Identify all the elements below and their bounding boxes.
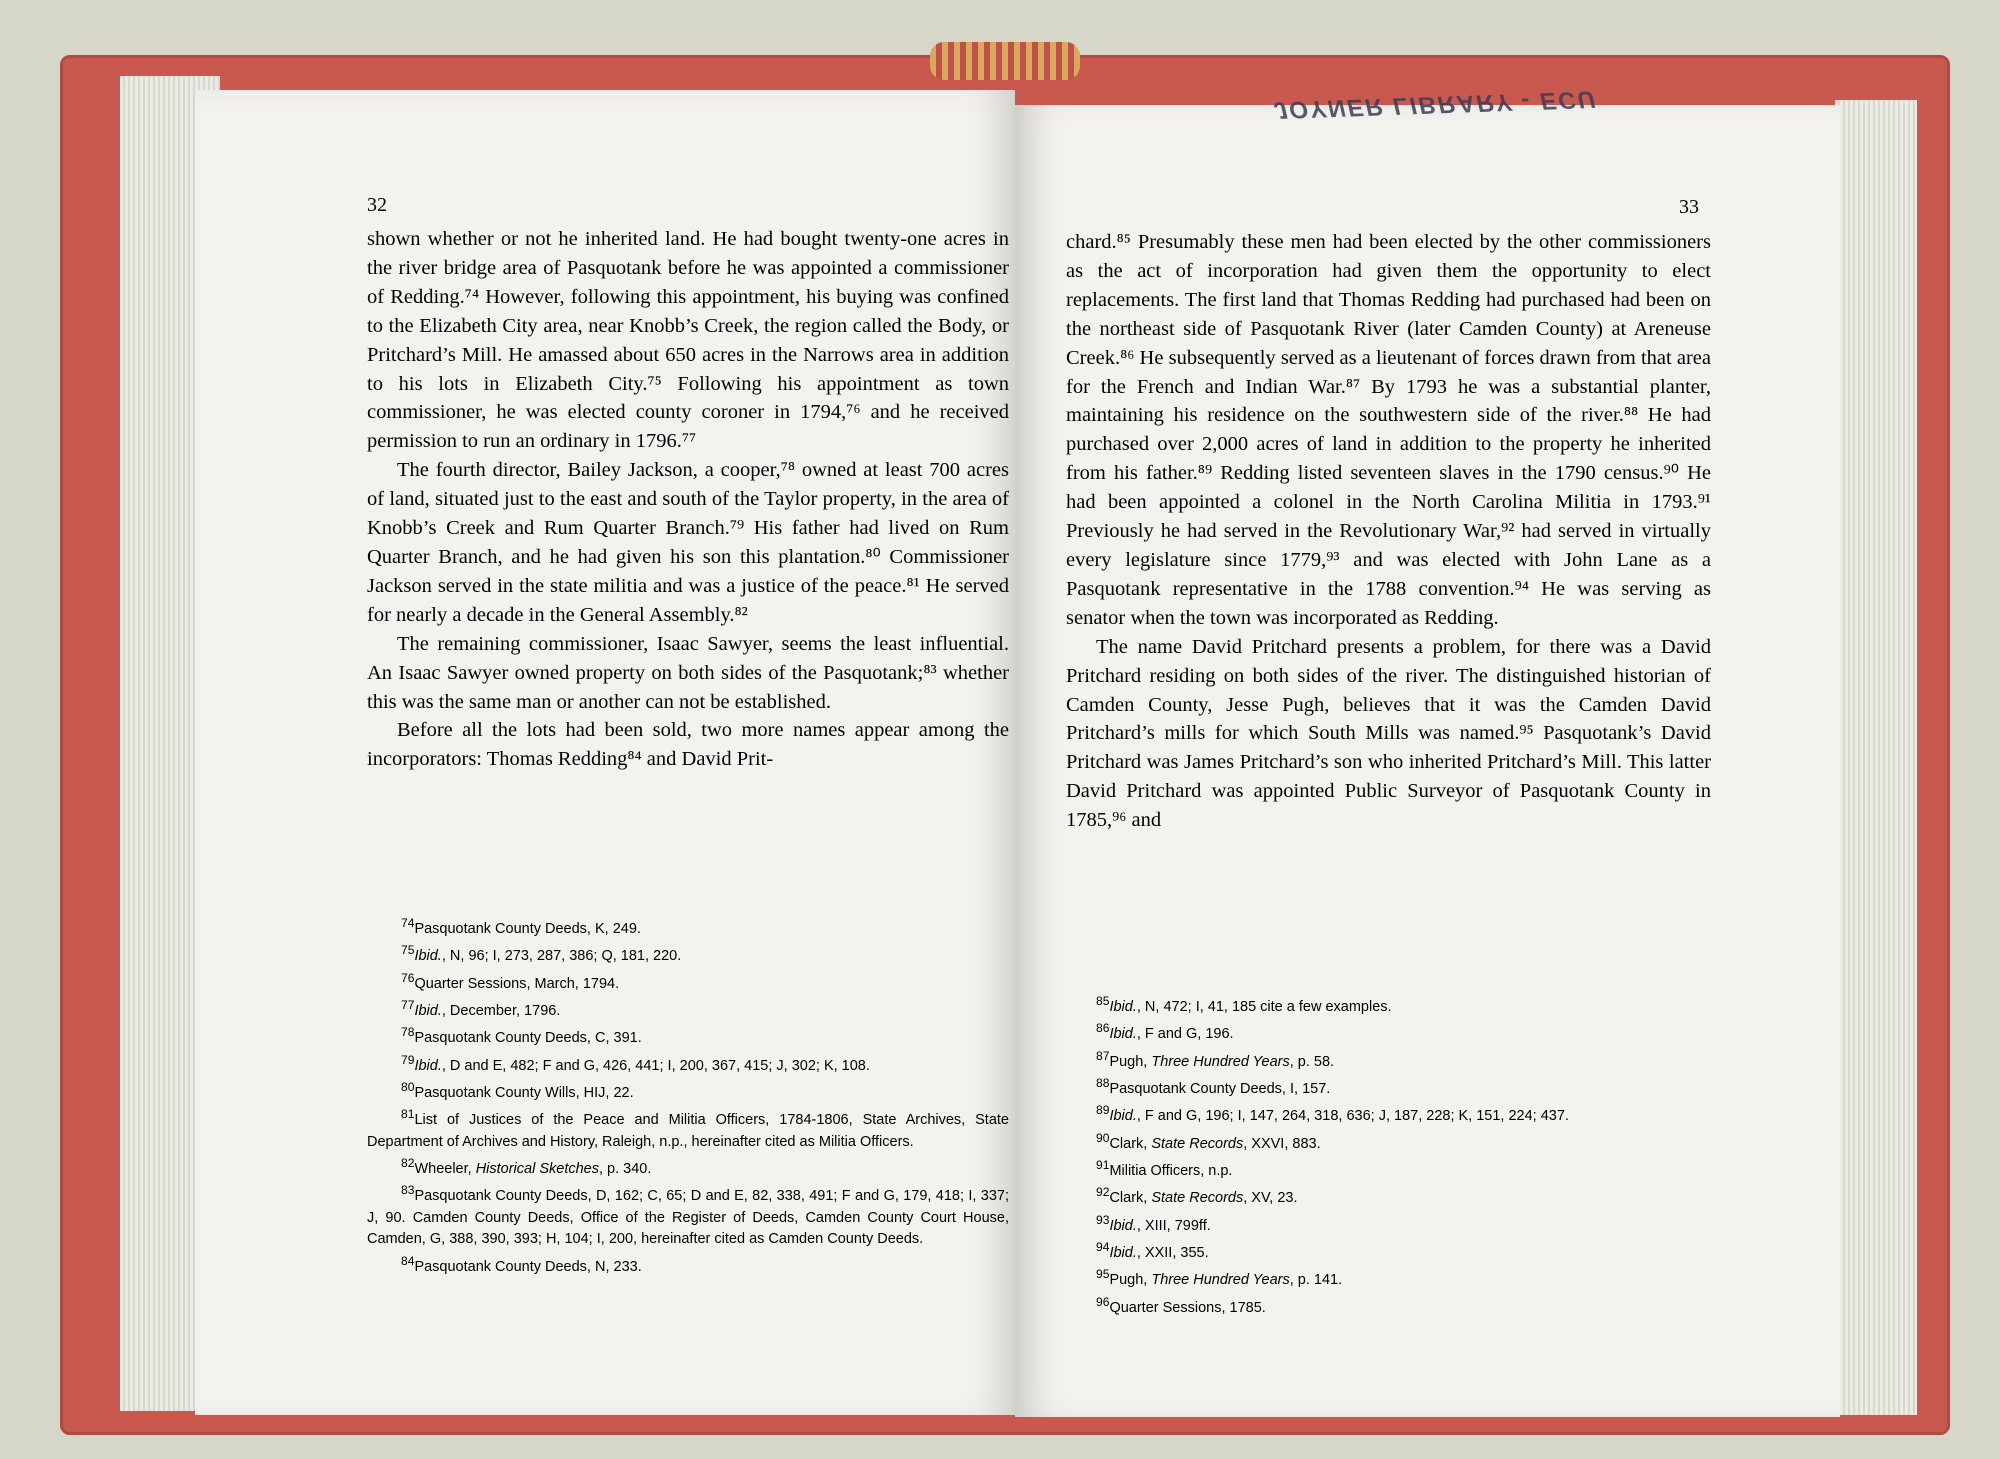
footnote-post: , D and E, 482; F and G, 426, 441; I, 200, 367, 415; J, 302; K, 108. — [441, 1057, 870, 1074]
spine-headband — [930, 42, 1080, 80]
footnote — [1096, 1046, 1716, 1073]
footnote — [1096, 1182, 1716, 1209]
footnote-post: , XXII, 355. — [1136, 1244, 1209, 1261]
footnote-num: 96 — [1096, 1294, 1110, 1309]
footnote-ital: Ibid. — [1109, 1244, 1137, 1261]
footnote-num: 95 — [1096, 1267, 1110, 1282]
footnote-post: , p. 141. — [1289, 1272, 1343, 1289]
footnote-ital: State Records — [1151, 1135, 1244, 1152]
footnote — [367, 1251, 1009, 1278]
footnote-post: , XXVI, 883. — [1243, 1135, 1321, 1152]
footnote-num: 74 — [401, 916, 415, 930]
left-body-text — [367, 225, 1009, 774]
footnote-post: , F and G, 196. — [1136, 1026, 1234, 1043]
footnote-num: 90 — [1096, 1130, 1110, 1145]
footnote-pre: Wheeler, — [414, 1160, 476, 1177]
right-page-edges — [1835, 100, 1917, 1415]
footnote — [367, 968, 1009, 995]
footnote-num: 88 — [1096, 1075, 1110, 1090]
footnote-ital: State Records — [1151, 1190, 1244, 1207]
footnote — [1096, 1155, 1716, 1182]
footnote — [1096, 1210, 1716, 1237]
footnote — [1096, 1264, 1716, 1291]
footnote-num: 78 — [401, 1025, 415, 1040]
footnote-num: 76 — [401, 970, 415, 985]
page-number-left: 32 — [367, 194, 387, 216]
footnote-num: 86 — [1096, 1021, 1110, 1036]
footnote — [367, 995, 1009, 1022]
footnote — [1096, 1292, 1716, 1319]
footnote — [367, 1050, 1009, 1077]
footnote — [1096, 1100, 1716, 1127]
footnote-pre: Pugh, — [1109, 1053, 1152, 1070]
footnote-num: 75 — [401, 943, 415, 958]
footnote — [367, 913, 1009, 940]
paragraph: The name David Pritchard presents a problem, for there was a David Pritchard residing on both sides of the river. The distinguished historian of Camden County, Jesse Pugh, believes that it was the Camden David Pritchard’s mills for which South Mills was named.⁹⁵ Pasquotank’s David Pritchard was James Pritchard’s son who inherited Pritchard’s Mill. This latter David Pritchard was appointed Public Surveyor of Pasquotank County in 1785,⁹⁶ and — [1066, 635, 1711, 832]
footnote-ital: Three Hundred Years — [1151, 1053, 1290, 1070]
footnote-pre: Militia Officers, n.p. — [1109, 1162, 1233, 1179]
footnote-pre: Pasquotank County Deeds, I, 157. — [1109, 1080, 1331, 1097]
footnote-post: , F and G, 196; I, 147, 264, 318, 636; J, 187, 228; K, 151, 224; 437. — [1136, 1108, 1569, 1125]
footnote-ital: Ibid. — [414, 1057, 442, 1074]
footnote-ital: Ibid. — [1109, 1217, 1137, 1234]
footnote-num: 89 — [1096, 1103, 1110, 1118]
footnote — [1096, 1018, 1716, 1045]
library-stamp: JOYNER LIBRARY - ECU — [1273, 85, 1597, 124]
footnote-post: , XIII, 799ff. — [1136, 1217, 1211, 1234]
right-footnotes — [1096, 991, 1716, 1319]
footnote-num: 92 — [1096, 1185, 1110, 1200]
footnote-post: , p. 340. — [598, 1160, 652, 1177]
footnote-pre: Pasquotank County Deeds, K, 249. — [414, 920, 641, 937]
paragraph: The remaining commissioner, Isaac Sawyer, seems the least influential. An Isaac Sawyer owned property on both sides of the Pasquotank;⁸³ whether this was the same man or another can not be established. — [367, 632, 1009, 713]
footnote — [1096, 1237, 1716, 1264]
footnote-num: 91 — [1096, 1157, 1110, 1172]
left-footnotes — [367, 913, 1009, 1278]
footnote-ital: Ibid. — [414, 948, 442, 965]
paragraph: Before all the lots had been sold, two more names appear among the incorporators: Thomas Redding⁸⁴ and David Prit- — [367, 719, 1009, 771]
footnote-num: 81 — [401, 1107, 415, 1122]
footnote — [367, 1104, 1009, 1153]
page-number-right: 33 — [1679, 196, 1699, 218]
footnote-pre: Quarter Sessions, March, 1794. — [414, 975, 620, 992]
footnote-ital: Ibid. — [1109, 1108, 1137, 1125]
footnote — [367, 940, 1009, 967]
footnote-pre: List of Justices of the Peace and Militia Officers, 1784-1806, State Archives, State Department of Archives and History, Raleigh, n.p., hereinafter cited as Militia Officers. — [367, 1112, 1009, 1150]
footnote-ital: Historical Sketches — [475, 1160, 599, 1177]
footnote-pre: Pasquotank County Deeds, D, 162; C, 65; D and E, 82, 338, 491; F and G, 179, 418; I, 337; J, 90. Camden County Deeds, Office of the Register of Deeds, Camden County Court House, Camden, G, 388, 390, 393; H, 104; I, 200, hereinafter cited as Camden County Deeds. — [367, 1188, 1009, 1248]
right-body-text — [1066, 228, 1711, 835]
paragraph: shown whether or not he inherited land. He had bought twenty-one acres in the river bridge area of Pasquotank before he was appointed a commissioner of Redding.⁷⁴ However, following this appointment, his buying was confined to the Elizabeth City area, near Knobb’s Creek, the region called the Body, or Pritchard’s Mill. He amassed about 650 acres in the Narrows area in addition to his lots in Elizabeth City.⁷⁵ Following his appointment as town commissioner, he was elected county coroner in 1794,⁷⁶ and he received permission to run an ordinary in 1796.⁷⁷ — [367, 228, 1009, 453]
footnote-post: , XV, 23. — [1243, 1190, 1298, 1207]
footnote-num: 79 — [401, 1052, 415, 1067]
footnote — [367, 1153, 1009, 1180]
footnote — [367, 1180, 1009, 1250]
footnote — [367, 1022, 1009, 1049]
footnote-num: 80 — [401, 1079, 415, 1094]
paragraph: chard.⁸⁵ Presumably these men had been elected by the other commissioners as the act of incorporation had given them the opportunity to elect replacements. The first land that Thomas Redding had purchased had been on the northeast side of Pasquotank River (later Camden County) at Areneuse Creek.⁸⁶ He subsequently served as a lieutenant of forces drawn from that area for the French and Indian War.⁸⁷ By 1793 he was a substantial planter, maintaining his residence on the southwestern side of the river.⁸⁸ He had purchased over 2,000 acres of land in addition to the property he inherited from his father.⁸⁹ Redding listed seventeen slaves in the 1790 census.⁹⁰ He had been appointed a colonel in the North Carolina Militia in 1793.⁹¹ Previously he had served in the Revolutionary War,⁹² had served in virtually every legislature since 1779,⁹³ and was elected with John Lane as a Pasquotank representative in the 1788 convention.⁹⁴ He was serving as senator when the town was incorporated as Redding. — [1066, 231, 1711, 629]
footnote-num: 94 — [1096, 1239, 1110, 1254]
footnote — [367, 1077, 1009, 1104]
footnote-pre: Quarter Sessions, 1785. — [1109, 1299, 1266, 1316]
footnote-pre: Pasquotank County Wills, HIJ, 22. — [414, 1084, 634, 1101]
footnote-num: 83 — [401, 1183, 415, 1198]
footnote — [1096, 1073, 1716, 1100]
footnote-pre: Pugh, — [1109, 1272, 1152, 1289]
footnote-post: , N, 96; I, 273, 287, 386; Q, 181, 220. — [441, 948, 682, 965]
footnote-num: 87 — [1096, 1048, 1110, 1063]
footnote-num: 82 — [401, 1156, 415, 1171]
paragraph: The fourth director, Bailey Jackson, a cooper,⁷⁸ owned at least 700 acres of land, situated just to the east and south of the Taylor property, in the area of Knobb’s Creek and Rum Quarter Branch.⁷⁹ His father had lived on Rum Quarter Branch, and he had given his son this plantation.⁸⁰ Commissioner Jackson served in the state militia and was a justice of the peace.⁸¹ He served for nearly a decade in the General Assembly.⁸² — [367, 459, 1009, 626]
footnote-num: 84 — [401, 1253, 415, 1268]
footnote-num: 77 — [401, 997, 415, 1012]
footnote-ital: Ibid. — [1109, 1026, 1137, 1043]
footnote — [1096, 1128, 1716, 1155]
footnote-ital: Three Hundred Years — [1151, 1272, 1290, 1289]
footnote-post: , December, 1796. — [441, 1002, 561, 1019]
footnote-post: , p. 58. — [1289, 1053, 1335, 1070]
footnote — [1096, 991, 1716, 1018]
footnote-pre: Pasquotank County Deeds, C, 391. — [414, 1030, 642, 1047]
footnote-pre: Clark, — [1109, 1190, 1152, 1207]
footnote-ital: Ibid. — [414, 1002, 442, 1019]
footnote-pre: Clark, — [1109, 1135, 1152, 1152]
footnote-num: 93 — [1096, 1212, 1110, 1227]
footnote-ital: Ibid. — [1109, 998, 1137, 1015]
footnote-post: , N, 472; I, 41, 185 cite a few examples. — [1136, 998, 1392, 1015]
footnote-pre: Pasquotank County Deeds, N, 233. — [414, 1258, 642, 1275]
footnote-num: 85 — [1096, 994, 1110, 1008]
